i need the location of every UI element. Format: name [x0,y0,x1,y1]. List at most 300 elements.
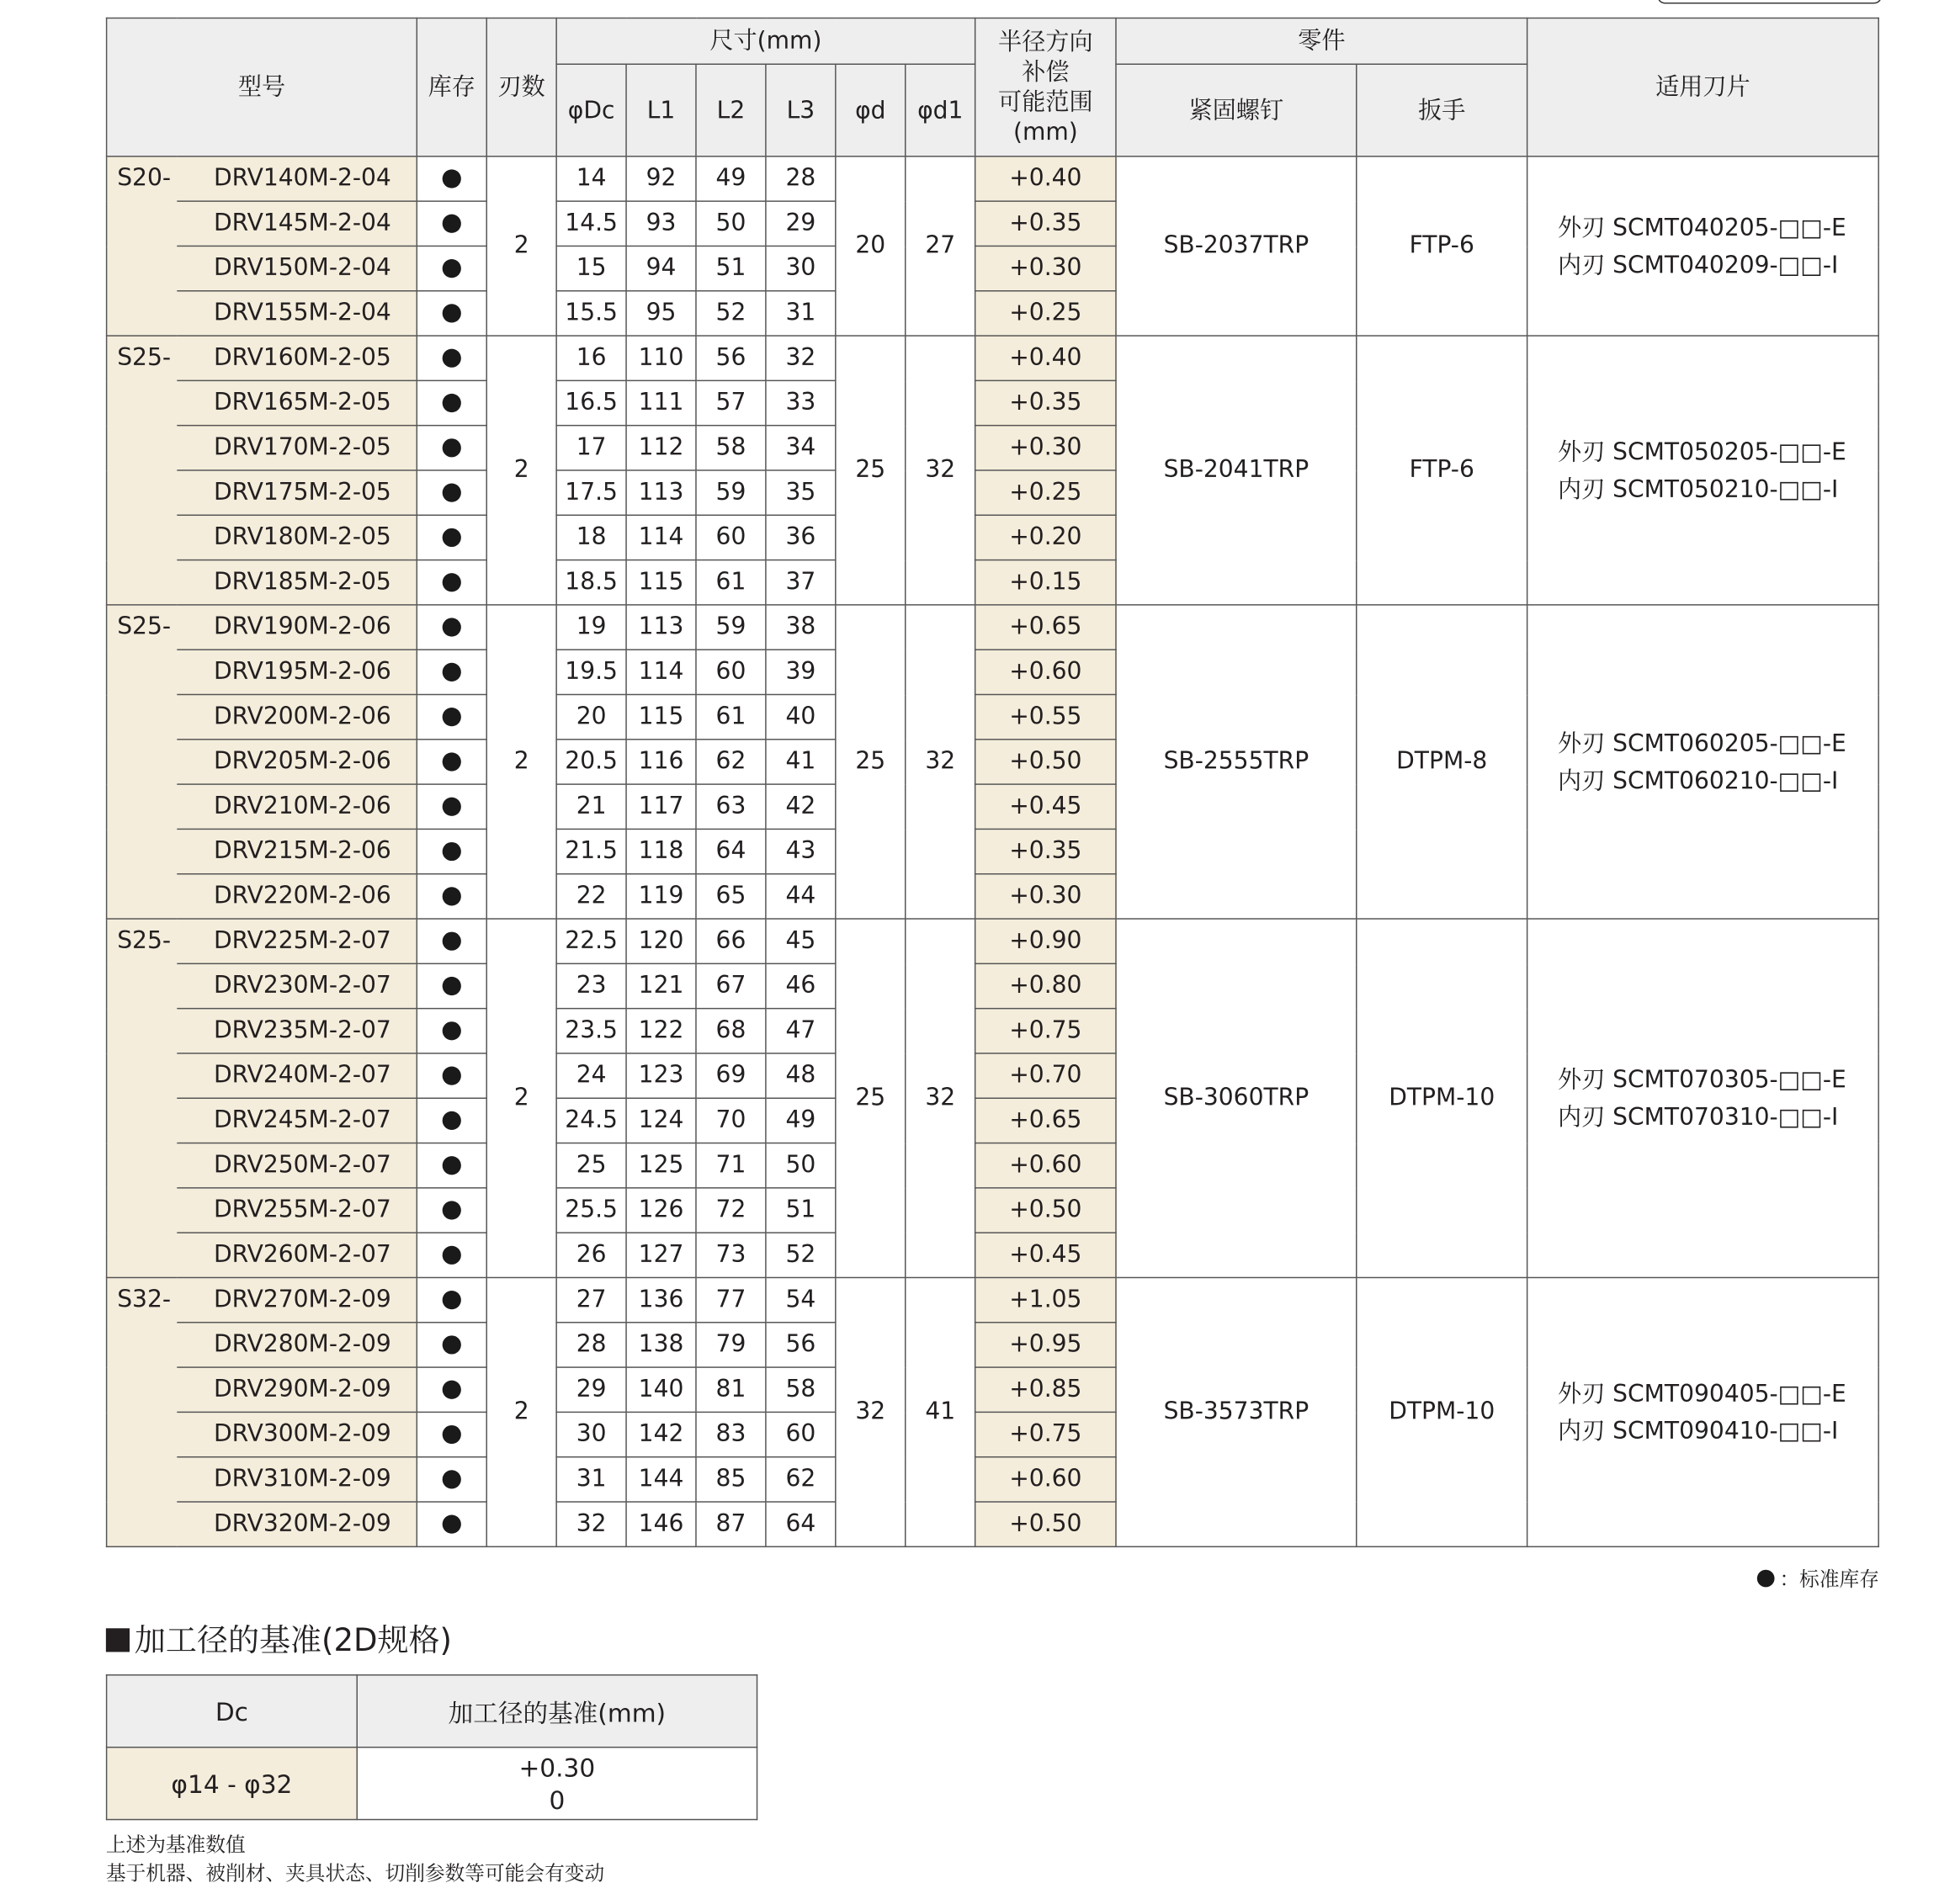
model-cell: DRV290M-2-09 [177,1367,417,1412]
l1-cell: 118 [626,829,696,873]
l3-cell: 33 [766,380,836,425]
l3-cell: 40 [766,695,836,740]
stock-cell [417,380,486,425]
stock-cell [417,515,486,560]
model-cell: DRV200M-2-06 [177,695,417,740]
sub-header-standard: 加工径的基准(mm) [357,1675,757,1748]
model-cell: DRV260M-2-07 [177,1233,417,1277]
insert-cell [1527,156,1879,336]
radial-range-cell: +0.60 [975,1143,1116,1188]
header-insert: 适用刀片 [1527,18,1879,156]
model-cell: DRV170M-2-05 [177,426,417,470]
insert-outer: 外刃 SCMT060205-□□-E [1557,729,1846,757]
radial-range-cell: +1.05 [975,1277,1116,1322]
d1-cell: 32 [906,605,975,919]
stock-dot-icon [443,663,461,682]
radial-range-cell: +0.30 [975,246,1116,290]
model-cell: DRV190M-2-06 [177,605,417,650]
l2-cell: 59 [696,605,766,650]
l2-cell: 81 [696,1367,766,1412]
stock-dot-icon [443,618,461,636]
header-wrench: 扳手 [1357,64,1527,156]
model-cell: DRV195M-2-06 [177,650,417,694]
dc-cell: 30 [556,1412,626,1456]
stock-cell [417,1233,486,1277]
model-cell: DRV140M-2-04 [177,156,417,201]
l3-cell: 54 [766,1277,836,1322]
radial-range-cell: +0.50 [975,1502,1116,1546]
radial-range-cell: +0.20 [975,515,1116,560]
dc-cell: 15 [556,246,626,290]
model-cell: DRV245M-2-07 [177,1098,417,1143]
l3-cell: 60 [766,1412,836,1456]
l2-cell: 83 [696,1412,766,1456]
l3-cell: 28 [766,156,836,201]
d-cell: 20 [836,156,906,336]
l3-cell: 45 [766,919,836,963]
l1-cell: 138 [626,1323,696,1367]
radial-range-cell: +0.60 [975,650,1116,694]
header-model: 型号 [107,18,417,156]
radial-range-cell: +0.65 [975,1098,1116,1143]
stock-dot-icon [443,1335,461,1354]
l1-cell: 95 [626,291,696,336]
l3-cell: 47 [766,1009,836,1053]
l1-cell: 93 [626,201,696,246]
dc-cell: 26 [556,1233,626,1277]
sub-range-cell: φ14 - φ32 [107,1748,358,1820]
note-line-1: 上述为基准数值 [105,1832,246,1857]
l3-cell: 29 [766,201,836,246]
l1-cell: 113 [626,605,696,650]
radial-range-cell: +0.50 [975,1188,1116,1233]
header-radial-line3: 可能范围 [998,88,1093,116]
d-cell: 25 [836,605,906,919]
insert-outer: 外刃 SCMT050205-□□-E [1557,438,1846,466]
wrench-cell: DTPM-8 [1357,605,1527,919]
dc-cell: 14 [556,156,626,201]
wrench-cell: DTPM-10 [1357,919,1527,1277]
radial-range-cell: +0.65 [975,605,1116,650]
dc-cell: 16.5 [556,380,626,425]
flutes-cell: 2 [486,1277,556,1546]
stock-cell [417,1412,486,1456]
model-cell: DRV270M-2-09 [177,1277,417,1322]
sub-header-dc: Dc [107,1675,358,1748]
square-bullet-icon [106,1628,130,1652]
l1-cell: 125 [626,1143,696,1188]
l1-cell: 121 [626,963,696,1008]
d1-cell: 41 [906,1277,975,1546]
stock-dot-icon [443,484,461,502]
product-table [106,18,1879,1547]
dc-cell: 18.5 [556,560,626,605]
header-l1: L1 [626,64,696,156]
l2-cell: 56 [696,336,766,380]
l2-cell: 73 [696,1233,766,1277]
l1-cell: 116 [626,740,696,784]
l3-cell: 34 [766,426,836,470]
table-row [107,1277,1879,1322]
l2-cell: 72 [696,1188,766,1233]
section-title-text: 加工径的基准(2D规格) [134,1621,453,1658]
stock-cell [417,156,486,201]
stock-dot-icon [443,1515,461,1534]
table-row [107,336,1879,380]
l2-cell: 52 [696,291,766,336]
l2-cell: 62 [696,740,766,784]
stock-cell [417,336,486,380]
dc-cell: 19 [556,605,626,650]
radial-range-cell: +0.15 [975,560,1116,605]
stock-dot-icon [443,842,461,861]
stock-cell [417,784,486,829]
insert-inner: 内刃 SCMT090410-□□-I [1557,1417,1839,1445]
l3-cell: 44 [766,874,836,919]
radial-range-cell: +0.30 [975,426,1116,470]
d1-cell: 32 [906,919,975,1277]
shank-prefix: S32- [107,1277,177,1546]
table-row [107,605,1879,650]
l2-cell: 57 [696,380,766,425]
model-cell: DRV235M-2-07 [177,1009,417,1053]
l1-cell: 140 [626,1367,696,1412]
model-cell: DRV175M-2-05 [177,470,417,515]
stock-cell [417,963,486,1008]
wrench-cell: FTP-6 [1357,156,1527,336]
header-d1: φd1 [906,64,975,156]
radial-range-cell: +0.75 [975,1009,1116,1053]
l2-cell: 59 [696,470,766,515]
insert-outer: 外刃 SCMT070305-□□-E [1557,1065,1846,1094]
dc-cell: 14.5 [556,201,626,246]
stock-dot-icon [443,1425,461,1444]
header-d: φd [836,64,906,156]
stock-dot-icon [443,932,461,951]
stock-cell [417,1367,486,1412]
dc-cell: 17 [556,426,626,470]
flutes-cell: 2 [486,605,556,919]
shank-prefix: S25- [107,336,177,605]
stock-cell [417,740,486,784]
l2-cell: 60 [696,515,766,560]
l1-cell: 115 [626,560,696,605]
radial-range-cell: +0.90 [975,919,1116,963]
dc-cell: 32 [556,1502,626,1546]
sub-tolerance-upper: +0.30 [518,1752,596,1783]
stock-dot-icon [443,573,461,591]
stock-cell [417,1188,486,1233]
stock-dot-icon [443,708,461,726]
radial-range-cell: +0.85 [975,1367,1116,1412]
l3-cell: 64 [766,1502,836,1546]
stock-dot-icon [443,1470,461,1488]
insert-cell [1527,1277,1879,1546]
stock-dot-icon [443,169,461,188]
l3-cell: 50 [766,1143,836,1188]
product-table-body [107,156,1879,1546]
stock-legend [1757,1563,1879,1592]
l2-cell: 58 [696,426,766,470]
radial-range-cell: +0.40 [975,156,1116,201]
section-title [106,1615,452,1660]
l1-cell: 123 [626,1053,696,1098]
dc-cell: 19.5 [556,650,626,694]
dc-cell: 29 [556,1367,626,1412]
stock-dot-icon [443,528,461,547]
l3-cell: 36 [766,515,836,560]
header-radial-line1: 半径方向 [998,29,1093,56]
stock-cell [417,560,486,605]
l1-cell: 119 [626,874,696,919]
l2-cell: 49 [696,156,766,201]
stock-dot-icon [443,1291,461,1309]
legend-text: ：标准库存 [1779,1567,1879,1591]
radial-range-cell: +0.25 [975,470,1116,515]
screw-cell: SB-2555TRP [1116,605,1357,919]
stock-dot-icon [443,1021,461,1040]
screw-cell: SB-2037TRP [1116,156,1357,336]
radial-range-cell: +0.45 [975,784,1116,829]
header-l2: L2 [696,64,766,156]
radial-range-cell: +0.60 [975,1457,1116,1502]
stock-dot-icon [443,304,461,322]
l2-cell: 71 [696,1143,766,1188]
insert-cell [1527,336,1879,605]
shank-prefix: S20- [107,156,177,336]
radial-range-cell: +0.35 [975,829,1116,873]
machining-diameter-table [106,1674,757,1820]
model-cell: DRV255M-2-07 [177,1188,417,1233]
model-cell: DRV310M-2-09 [177,1457,417,1502]
stock-cell [417,1502,486,1546]
header-stock: 库存 [417,18,486,156]
header-radial-line2: 补偿 [1022,58,1070,87]
model-cell: DRV155M-2-04 [177,291,417,336]
model-cell: DRV220M-2-06 [177,874,417,919]
stock-dot-icon [443,215,461,233]
l1-cell: 92 [626,156,696,201]
dc-cell: 23 [556,963,626,1008]
l3-cell: 42 [766,784,836,829]
radial-range-cell: +0.50 [975,740,1116,784]
stock-dot-icon [1757,1569,1775,1587]
l1-cell: 117 [626,784,696,829]
d-cell: 32 [836,1277,906,1546]
l2-cell: 64 [696,829,766,873]
l3-cell: 41 [766,740,836,784]
stock-cell [417,605,486,650]
radial-range-cell: +0.35 [975,201,1116,246]
l1-cell: 144 [626,1457,696,1502]
radial-range-cell: +0.40 [975,336,1116,380]
l2-cell: 85 [696,1457,766,1502]
header-dimensions: 尺寸(mm) [556,18,975,64]
stock-cell [417,291,486,336]
stock-cell [417,426,486,470]
model-cell: DRV185M-2-05 [177,560,417,605]
model-cell: DRV205M-2-06 [177,740,417,784]
model-cell: DRV150M-2-04 [177,246,417,290]
l2-cell: 70 [696,1098,766,1143]
l1-cell: 113 [626,470,696,515]
l2-cell: 60 [696,650,766,694]
insert-cell [1527,605,1879,919]
dc-cell: 16 [556,336,626,380]
model-cell: DRV160M-2-05 [177,336,417,380]
l1-cell: 110 [626,336,696,380]
dc-cell: 22.5 [556,919,626,963]
dc-cell: 27 [556,1277,626,1322]
dc-cell: 23.5 [556,1009,626,1053]
model-cell: DRV230M-2-07 [177,963,417,1008]
insert-cell [1527,919,1879,1277]
d1-cell: 27 [906,156,975,336]
stock-cell [417,1009,486,1053]
stock-cell [417,695,486,740]
dc-cell: 24.5 [556,1098,626,1143]
shank-prefix: S25- [107,605,177,919]
radial-range-cell: +0.30 [975,874,1116,919]
dc-cell: 21.5 [556,829,626,873]
l1-cell: 146 [626,1502,696,1546]
l2-cell: 61 [696,560,766,605]
l1-cell: 114 [626,650,696,694]
l3-cell: 52 [766,1233,836,1277]
l3-cell: 35 [766,470,836,515]
radial-range-cell: +0.75 [975,1412,1116,1456]
dc-cell: 17.5 [556,470,626,515]
l3-cell: 49 [766,1098,836,1143]
dc-cell: 25 [556,1143,626,1188]
header-flutes: 刃数 [486,18,556,156]
top-bracket-line [1657,0,1882,3]
l2-cell: 69 [696,1053,766,1098]
model-cell: DRV300M-2-09 [177,1412,417,1456]
radial-range-cell: +0.55 [975,695,1116,740]
dc-cell: 28 [556,1323,626,1367]
l2-cell: 67 [696,963,766,1008]
model-cell: DRV280M-2-09 [177,1323,417,1367]
stock-dot-icon [443,1156,461,1175]
header-dc: φDc [556,64,626,156]
l1-cell: 120 [626,919,696,963]
l2-cell: 51 [696,246,766,290]
l1-cell: 136 [626,1277,696,1322]
insert-inner: 内刃 SCMT050210-□□-I [1557,475,1839,503]
header-screw: 紧固螺钉 [1116,64,1357,156]
stock-dot-icon [443,1246,461,1265]
l3-cell: 46 [766,963,836,1008]
l2-cell: 68 [696,1009,766,1053]
shank-prefix: S25- [107,919,177,1277]
l2-cell: 61 [696,695,766,740]
stock-cell [417,829,486,873]
l3-cell: 39 [766,650,836,694]
stock-cell [417,201,486,246]
stock-cell [417,1457,486,1502]
l3-cell: 38 [766,605,836,650]
l3-cell: 43 [766,829,836,873]
stock-cell [417,1277,486,1322]
insert-outer: 外刃 SCMT040205-□□-E [1557,213,1846,241]
stock-dot-icon [443,1381,461,1399]
stock-dot-icon [443,349,461,368]
model-cell: DRV210M-2-06 [177,784,417,829]
l2-cell: 63 [696,784,766,829]
l1-cell: 142 [626,1412,696,1456]
sub-tolerance-cell [357,1748,757,1820]
model-cell: DRV320M-2-09 [177,1502,417,1546]
insert-inner: 内刃 SCMT060210-□□-I [1557,766,1839,794]
header-radial-line4: (mm) [1012,118,1078,146]
l3-cell: 31 [766,291,836,336]
l3-cell: 48 [766,1053,836,1098]
l1-cell: 127 [626,1233,696,1277]
dc-cell: 20 [556,695,626,740]
flutes-cell: 2 [486,919,556,1277]
dc-cell: 15.5 [556,291,626,336]
insert-inner: 内刃 SCMT040209-□□-I [1557,251,1839,278]
d-cell: 25 [836,336,906,605]
stock-dot-icon [443,1201,461,1219]
header-l3: L3 [766,64,836,156]
radial-range-cell: +0.25 [975,291,1116,336]
stock-cell [417,1143,486,1188]
dc-cell: 21 [556,784,626,829]
stock-cell [417,650,486,694]
stock-dot-icon [443,798,461,816]
dc-cell: 22 [556,874,626,919]
l1-cell: 115 [626,695,696,740]
stock-dot-icon [443,977,461,995]
l1-cell: 122 [626,1009,696,1053]
l3-cell: 58 [766,1367,836,1412]
d1-cell: 32 [906,336,975,605]
l3-cell: 51 [766,1188,836,1233]
dc-cell: 31 [556,1457,626,1502]
table-row [107,156,1879,201]
flutes-cell: 2 [486,336,556,605]
l2-cell: 50 [696,201,766,246]
model-cell: DRV250M-2-07 [177,1143,417,1188]
l3-cell: 37 [766,560,836,605]
radial-range-cell: +0.35 [975,380,1116,425]
dc-cell: 25.5 [556,1188,626,1233]
insert-inner: 内刃 SCMT070310-□□-I [1557,1103,1839,1131]
stock-cell [417,1053,486,1098]
dc-cell: 24 [556,1053,626,1098]
stock-dot-icon [443,887,461,905]
stock-cell [417,874,486,919]
l2-cell: 66 [696,919,766,963]
radial-range-cell: +0.45 [975,1233,1116,1277]
l2-cell: 87 [696,1502,766,1546]
flutes-cell: 2 [486,156,556,336]
stock-cell [417,246,486,290]
l2-cell: 65 [696,874,766,919]
radial-range-cell: +0.80 [975,963,1116,1008]
l2-cell: 79 [696,1323,766,1367]
stock-dot-icon [443,1111,461,1130]
stock-dot-icon [443,1066,461,1085]
model-cell: DRV215M-2-06 [177,829,417,873]
model-cell: DRV240M-2-07 [177,1053,417,1098]
screw-cell: SB-3060TRP [1116,919,1357,1277]
l2-cell: 77 [696,1277,766,1322]
model-cell: DRV165M-2-05 [177,380,417,425]
wrench-cell: FTP-6 [1357,336,1527,605]
